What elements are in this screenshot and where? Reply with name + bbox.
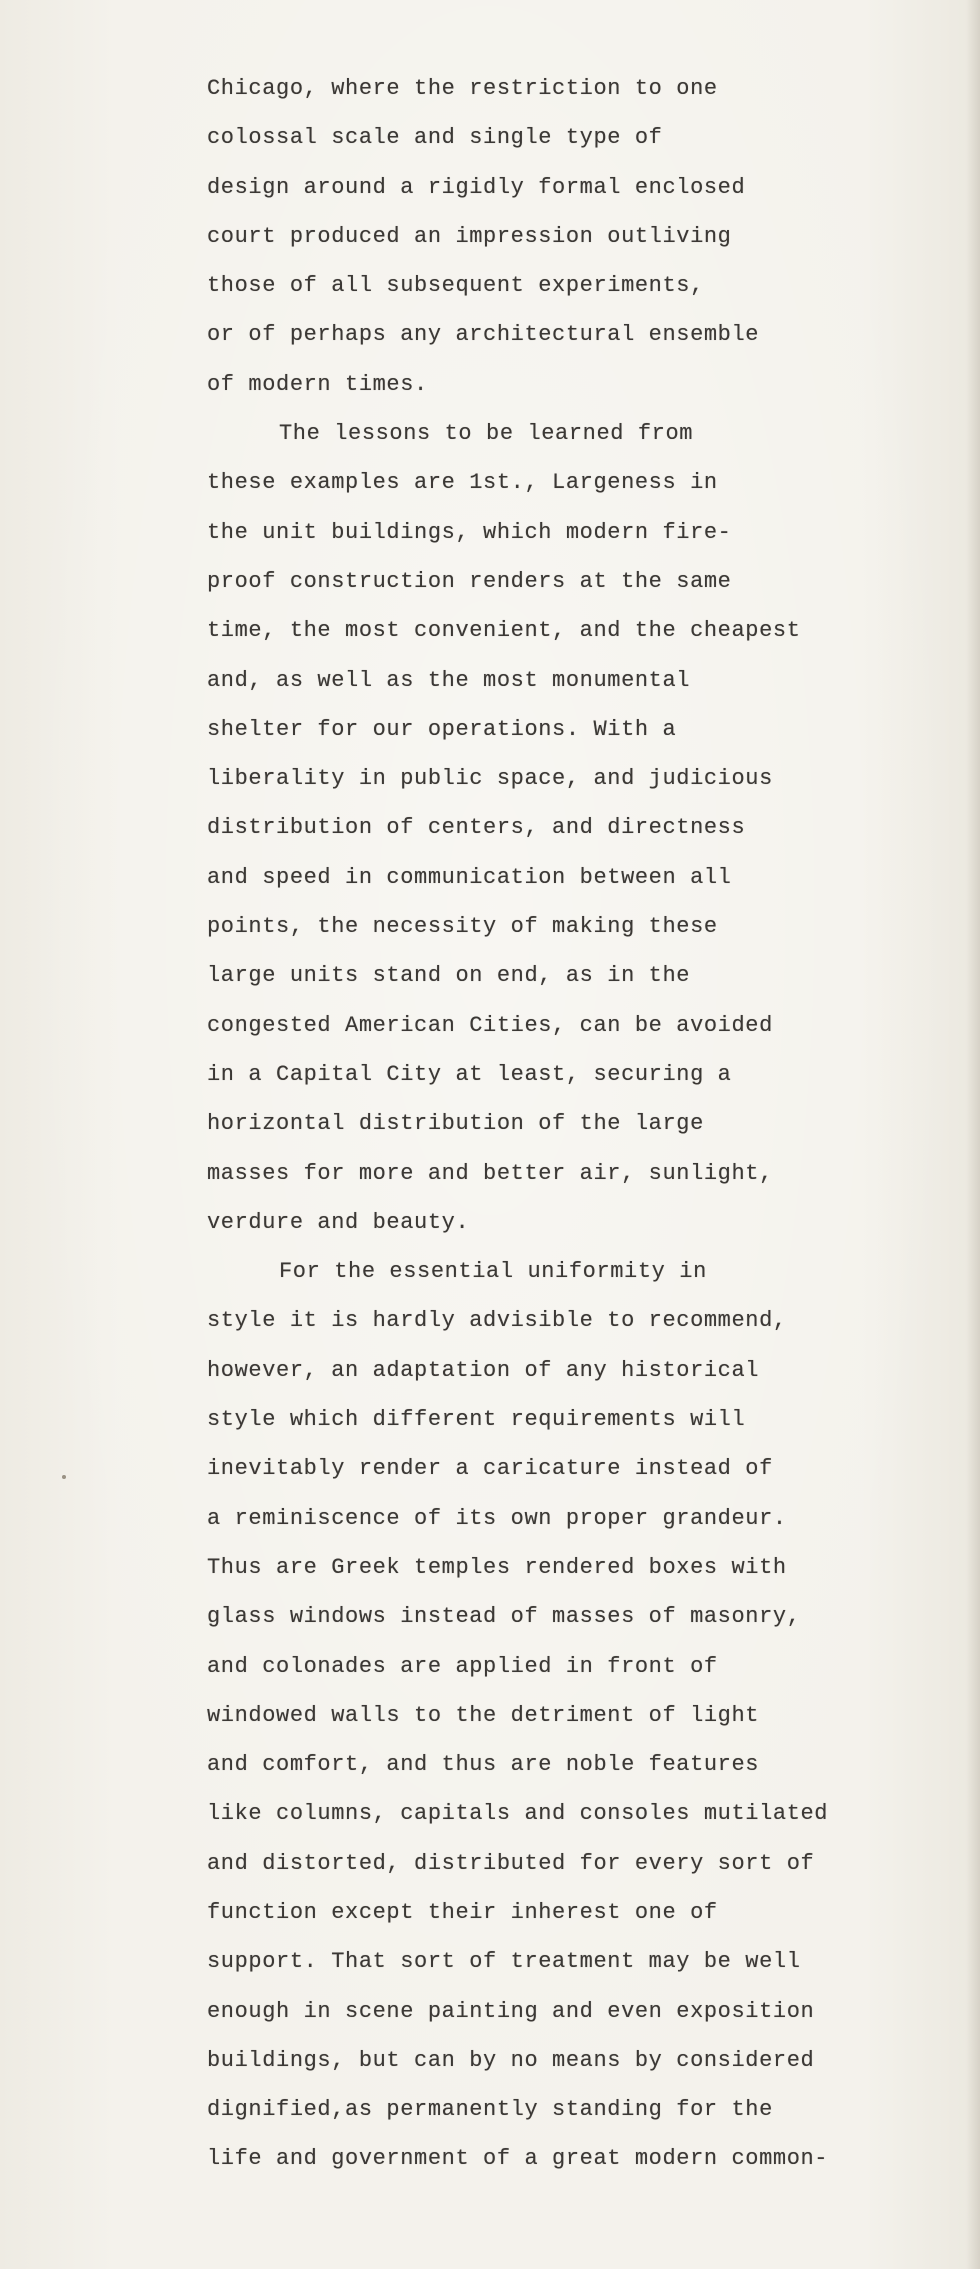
typed-line: and comfort, and thus are noble features (207, 1752, 760, 1778)
typed-line: however, an adaptation of any historical (207, 1357, 760, 1383)
typed-line: support. That sort of treatment may be well (207, 1949, 801, 1975)
typed-line: liberality in public space, and judicious (207, 766, 773, 792)
typed-line: Chicago, where the restriction to one (207, 76, 718, 101)
typed-line: The lessons to be learned from (279, 421, 694, 447)
typed-line: these examples are 1st., Largeness in (207, 470, 718, 496)
typed-line: design around a rigidly formal enclosed (207, 174, 746, 200)
typed-line: verdure and beauty. (207, 1209, 470, 1235)
typed-line: and distorted, distributed for every sort of (207, 1850, 815, 1876)
typed-line: shelter for our operations. With a (207, 716, 677, 742)
typed-line: Thus are Greek temples rendered boxes with (207, 1554, 787, 1580)
typed-line: windowed walls to the detriment of light (207, 1702, 760, 1728)
typed-line: the unit buildings, which modern fire- (207, 519, 732, 545)
typed-line: in a Capital City at least, securing a (207, 1061, 732, 1087)
typed-line: of modern times. (207, 371, 428, 397)
typed-line: those of all subsequent experiments, (207, 273, 704, 299)
typed-line: enough in scene painting and even exposition (207, 1998, 815, 2024)
typed-line: points, the necessity of making these (207, 914, 718, 940)
typed-line: style which different requirements will (207, 1407, 746, 1433)
typed-line: and, as well as the most monumental (207, 667, 691, 693)
typed-line: and colonades are applied in front of (207, 1653, 718, 1679)
typed-line: buildings, but can by no means by considered (207, 2047, 815, 2073)
typed-line: inevitably render a caricature instead of (207, 1456, 773, 1482)
typed-line: distribution of centers, and directness (207, 815, 746, 841)
typed-line: dignified,as permanently standing for the (207, 2097, 773, 2123)
typed-line: large units stand on end, as in the (207, 963, 691, 989)
typed-line: proof construction renders at the same (207, 568, 732, 594)
typed-line: style it is hardly advisible to recommend, (207, 1308, 787, 1334)
typed-line: time, the most convenient, and the cheapest (207, 618, 801, 644)
typed-line: life and government of a great modern common- (207, 2146, 829, 2172)
typed-line: like columns, capitals and consoles mutilated (207, 1801, 829, 1827)
typed-line: horizontal distribution of the large (207, 1111, 704, 1137)
typed-line: a reminiscence of its own proper grandeur. (207, 1505, 787, 1531)
page-edge-shadow (966, 0, 980, 2269)
typed-line: function except their inherest one of (207, 1899, 718, 1925)
typed-line: congested American Cities, can be avoided (207, 1012, 773, 1038)
typed-line: masses for more and better air, sunlight, (207, 1160, 773, 1186)
typed-line: court produced an impression outliving (207, 223, 732, 249)
typed-line: or of perhaps any architectural ensemble (207, 322, 760, 348)
typed-line: colossal scale and single type of (207, 125, 663, 151)
typed-line: and speed in communication between all (207, 864, 732, 890)
paper-speck (62, 1475, 66, 1479)
typed-text-body (207, 64, 947, 2184)
typed-line: glass windows instead of masses of masonry, (207, 1604, 801, 1630)
typed-line: For the essential uniformity in (279, 1259, 707, 1285)
